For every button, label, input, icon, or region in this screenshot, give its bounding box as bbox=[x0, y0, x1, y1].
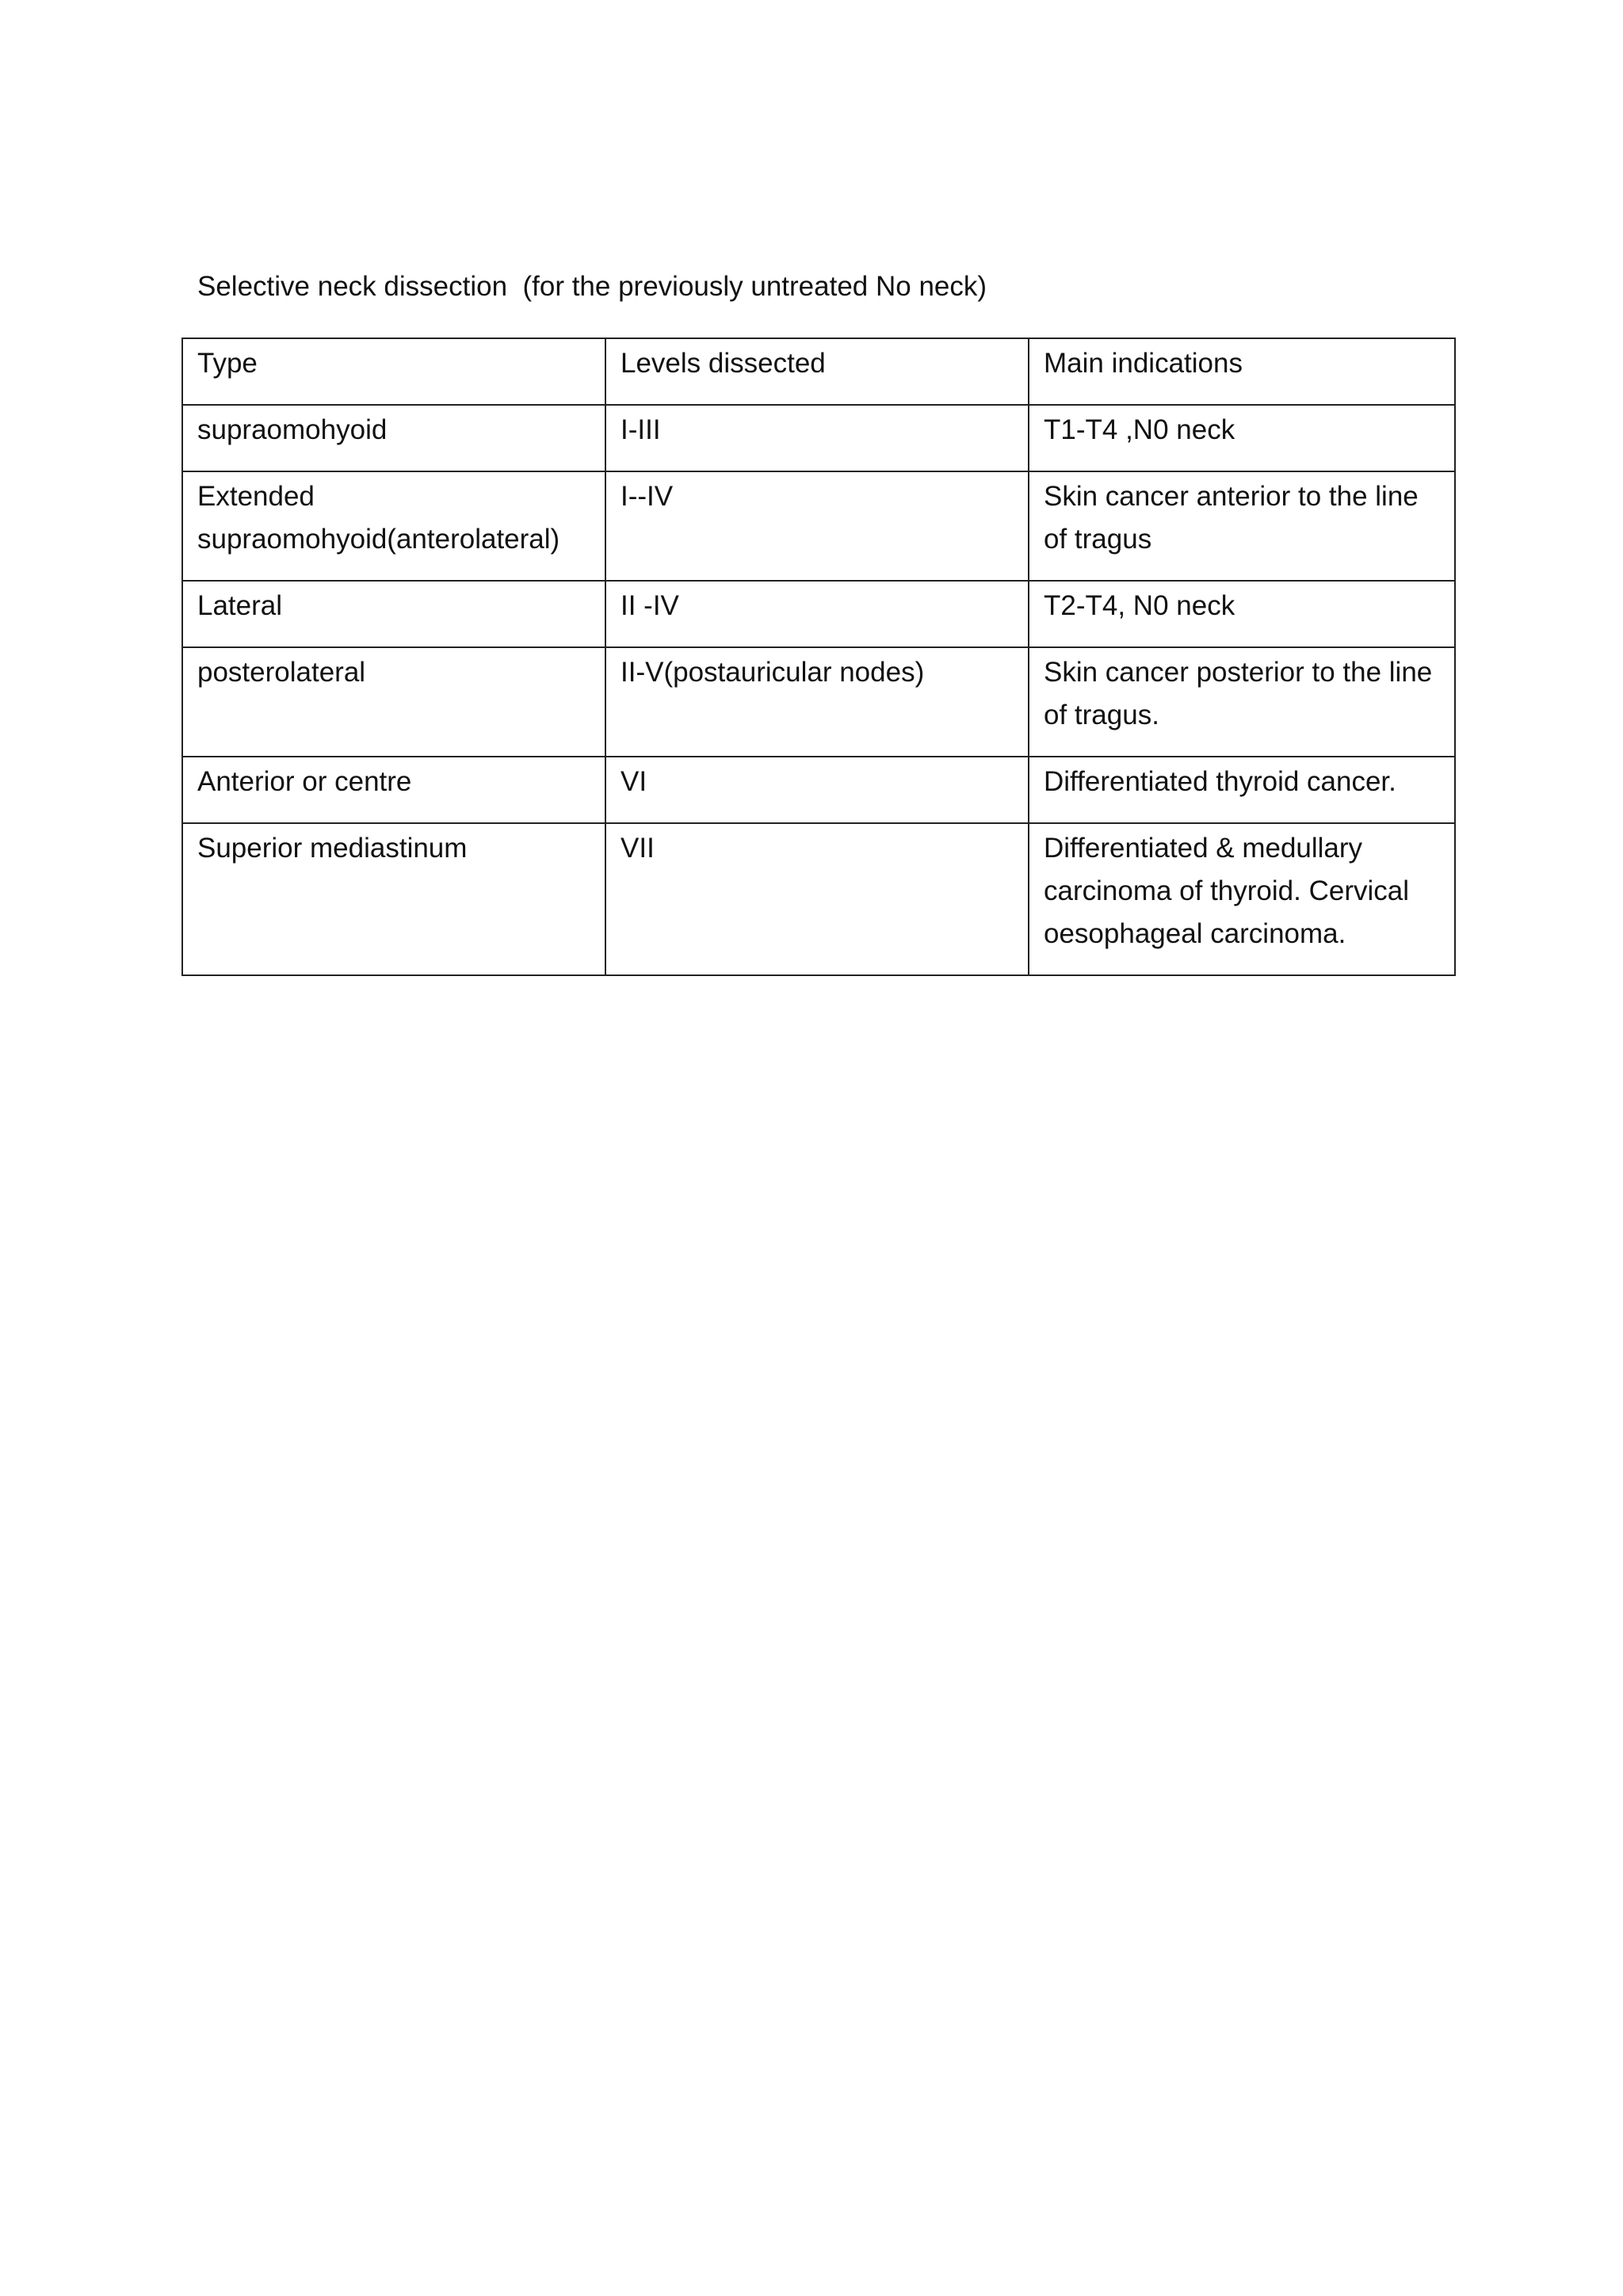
cell-levels: II-V(postauricular nodes) bbox=[605, 647, 1029, 757]
neck-dissection-table bbox=[181, 338, 1456, 976]
cell-indications: Differentiated thyroid cancer. bbox=[1029, 757, 1455, 823]
table-row bbox=[182, 647, 1455, 757]
cell-levels: VI bbox=[605, 757, 1029, 823]
cell-levels: II -IV bbox=[605, 581, 1029, 647]
table-row bbox=[182, 581, 1455, 647]
table-row bbox=[182, 471, 1455, 581]
cell-levels: VII bbox=[605, 823, 1029, 975]
cell-type: posterolateral bbox=[182, 647, 605, 757]
cell-type: Lateral bbox=[182, 581, 605, 647]
table-header-row bbox=[182, 338, 1455, 405]
cell-levels: I-III bbox=[605, 405, 1029, 471]
cell-indications: Skin cancer posterior to the line of tragus. bbox=[1029, 647, 1455, 757]
document-title: Selective neck dissection (for the previously untreated No neck) bbox=[197, 271, 987, 302]
cell-indications: Differentiated & medullary carcinoma of thyroid. Cervical oesophageal carcinoma. bbox=[1029, 823, 1455, 975]
cell-type: Anterior or centre bbox=[182, 757, 605, 823]
cell-type: supraomohyoid bbox=[182, 405, 605, 471]
table-row bbox=[182, 757, 1455, 823]
header-type: Type bbox=[182, 338, 605, 405]
cell-indications: Skin cancer anterior to the line of tragus bbox=[1029, 471, 1455, 581]
cell-indications: T1-T4 ,N0 neck bbox=[1029, 405, 1455, 471]
header-levels-dissected: Levels dissected bbox=[605, 338, 1029, 405]
table-row bbox=[182, 823, 1455, 975]
cell-indications: T2-T4, N0 neck bbox=[1029, 581, 1455, 647]
header-main-indications: Main indications bbox=[1029, 338, 1455, 405]
cell-levels: I--IV bbox=[605, 471, 1029, 581]
cell-type: Superior mediastinum bbox=[182, 823, 605, 975]
cell-type: Extended supraomohyoid(anterolateral) bbox=[182, 471, 605, 581]
table-row bbox=[182, 405, 1455, 471]
